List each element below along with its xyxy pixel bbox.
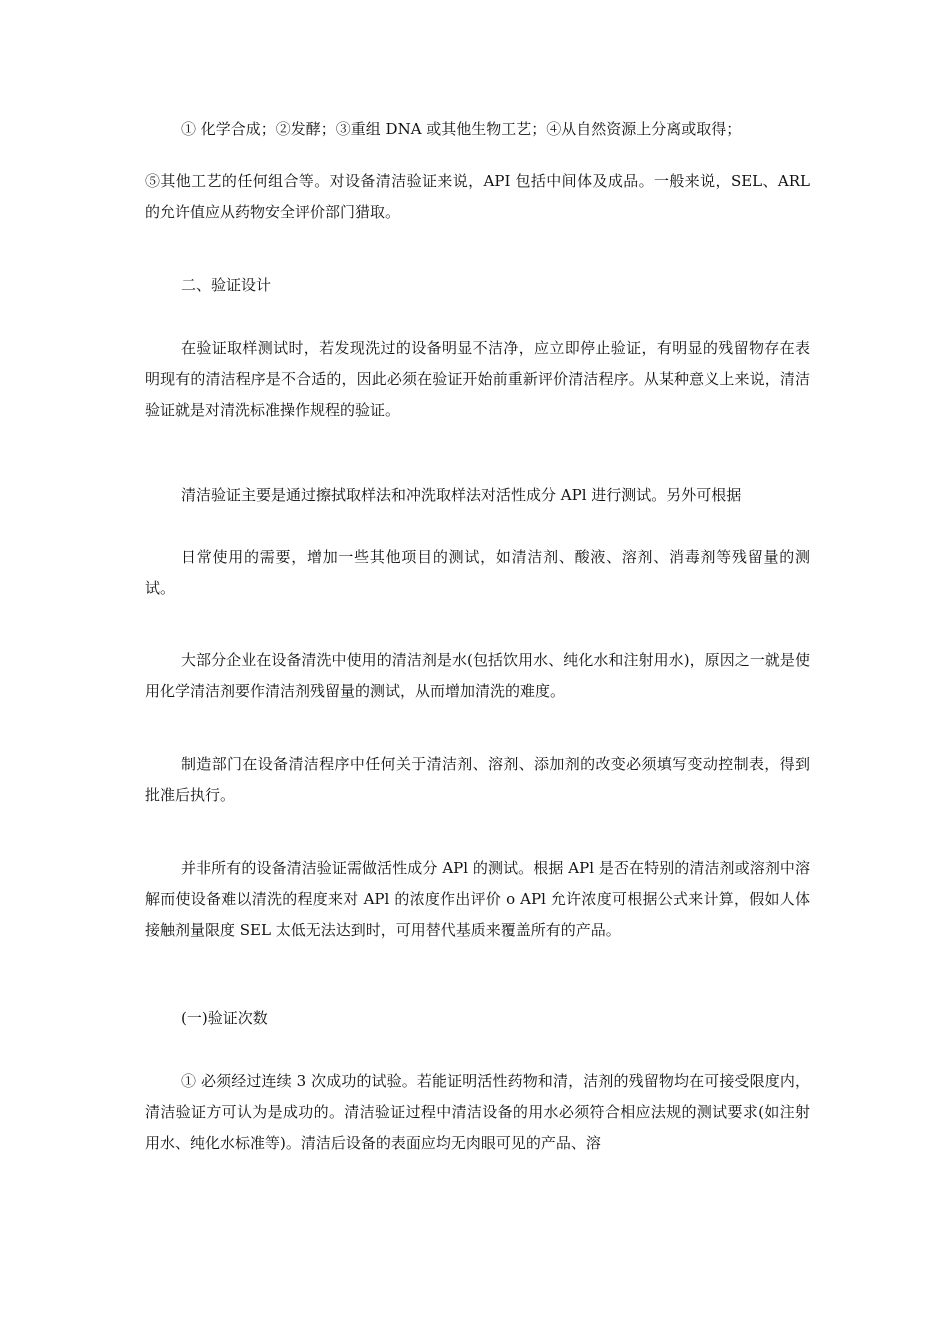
paragraph-other-tests: 日常使用的需要，增加一些其他项目的测试，如清洁剂、酸液、溶剂、消毒剂等残留量的测试。	[145, 548, 810, 597]
paragraph-stop-validation: 在验证取样测试时，若发现洗过的设备明显不洁净，应立即停止验证，有明显的残留物存在表明现有的清洁程序是不合适的，因此必须在验证开始前重新评价清洁程序。从某种意义上来说，清洁验证就是对清洗标准操作规程的验证。	[145, 339, 810, 419]
subheading-validation-runs: (一)验证次数	[181, 1009, 268, 1027]
paragraph-water-cleaning-agent: 大部分企业在设备清洗中使用的清洁剂是水(包括饮用水、纯化水和注射用水)，原因之一就是使用化学清洁剂要作清洁剂残留量的测试，从而增加清洗的难度。	[145, 651, 810, 700]
paragraph-api-testing: 并非所有的设备清洁验证需做活性成分 APl 的测试。根据 APl 是否在特别的清洁剂或溶剂中溶解而使设备难以清洗的程度来对 APl 的浓度作出评价 o APl 允许浓度可根据公式来计算，假如人体接触剂量限度 SEL 太低无法达到时，可用替代基质来覆盖所有的产品。	[145, 859, 810, 939]
paragraph-three-runs: ① 必须经过连续 3 次成功的试验。若能证明活性药物和清，洁剂的残留物均在可接受限度内，清洁验证方可认为是成功的。清洁验证过程中清洁设备的用水必须符合相应法规的测试要求(如注射用水、纯化水标准等)。清洁后设备的表面应均无肉眼可见的产品、溶	[145, 1072, 810, 1152]
section-heading-validation-design: 二、验证设计	[181, 276, 272, 294]
paragraph-api-sources-list: ① 化学合成；②发酵；③重组 DNA 或其他生物工艺；④从自然资源上分离或取得；	[181, 120, 742, 138]
paragraph-sampling-methods: 清洁验证主要是通过擦拭取样法和冲洗取样法对活性成分 APl 进行测试。另外可根据	[181, 486, 742, 504]
paragraph-api-definition: ⑤其他工艺的任何组合等。对设备清洁验证来说，API 包括中间体及成品。一般来说，SEL、ARL 的允许值应从药物安全评价部门猎取。	[145, 172, 810, 221]
paragraph-change-control: 制造部门在设备清洁程序中任何关于清洁剂、溶剂、添加剂的改变必须填写变动控制表，得到批准后执行。	[145, 755, 810, 804]
